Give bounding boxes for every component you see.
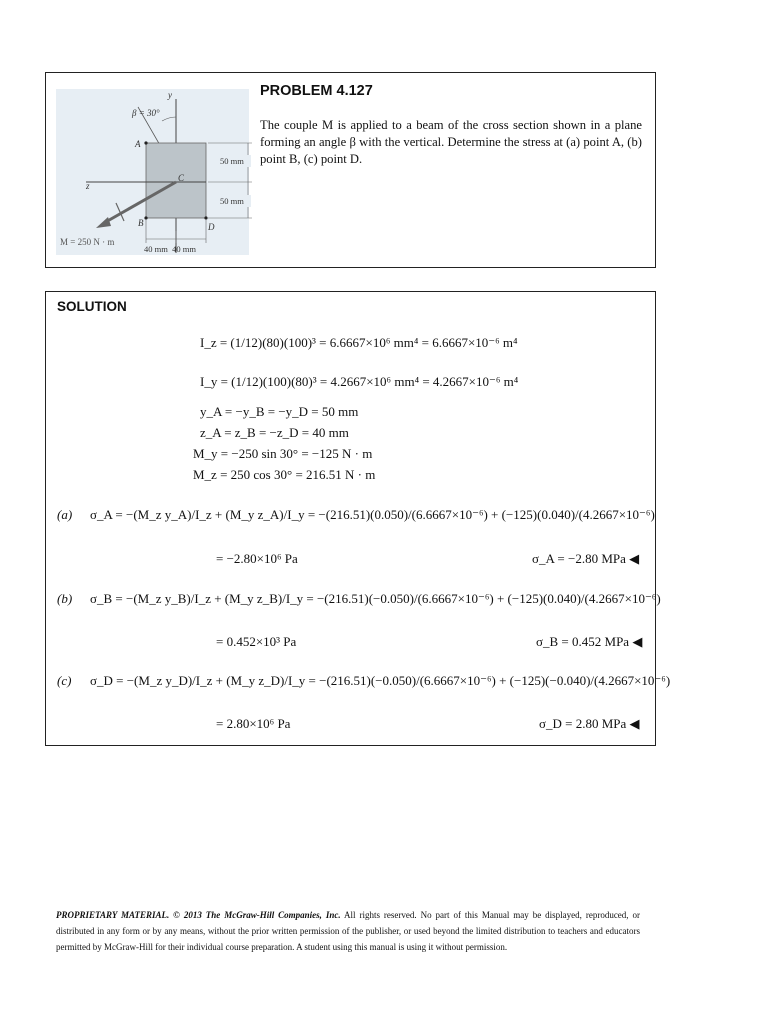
footer-text: All rights reserved. No part of this Manual may be displayed, reproduced, or distributed in any form or by any means, without the prior written permission of the publisher, or used beyond the limited distribution to teachers and educators permitted by McGraw-Hill for their individual course preparation. A student using this manual is using it without permission. bbox=[56, 910, 640, 952]
equation-my: M_y = −250 sin 30° = −125 N · m bbox=[193, 446, 373, 461]
dim-vertical-bottom: 50 mm bbox=[220, 196, 244, 206]
figure-beta-label: β = 30° bbox=[132, 108, 160, 118]
part-a-label: (a) bbox=[57, 507, 73, 522]
figure-z-label: z bbox=[86, 181, 90, 191]
part-a-answer bbox=[532, 551, 639, 567]
problem-text: The couple M is applied to a beam of the cross section shown in a plane forming an angle β with the vertical. Determine the stress at (a) point A, (b) point B, (c) point D. bbox=[260, 118, 642, 166]
equation-z-values: z_A = z_B = −z_D = 40 mm bbox=[200, 425, 349, 440]
footer-bold-text: PROPRIETARY MATERIAL. © 2013 The McGraw-Hill Companies, Inc. bbox=[56, 910, 341, 920]
answer-marker-icon: ◀ bbox=[629, 716, 640, 731]
beam-section bbox=[146, 143, 206, 218]
footer-notice bbox=[56, 907, 640, 955]
answer-marker-icon: ◀ bbox=[629, 551, 640, 566]
solution-title: SOLUTION bbox=[57, 299, 127, 314]
dim-vertical-top: 50 mm bbox=[220, 156, 244, 166]
beam-cross-section-figure bbox=[56, 81, 261, 261]
problem-box bbox=[45, 72, 656, 268]
part-c-label: (c) bbox=[57, 673, 72, 688]
point-a-label: A bbox=[135, 139, 141, 149]
equation-mz: M_z = 250 cos 30° = 216.51 N · m bbox=[193, 467, 376, 482]
point-d-label: D bbox=[208, 222, 215, 232]
solution-box bbox=[45, 291, 671, 746]
part-b-equation: σ_B = −(M_z y_B)/I_z + (M_y z_B)/I_y = −(216.51)(−0.050)/(6.6667×10⁻⁶) + (−125)(0.040)/(4.2667×10⁻⁶) bbox=[90, 591, 661, 606]
point-b-label: B bbox=[138, 218, 144, 228]
part-b-answer-text: σ_B = 0.452 MPa bbox=[536, 634, 630, 649]
part-a-result: = −2.80×10⁶ Pa bbox=[216, 551, 298, 566]
part-a-equation: σ_A = −(M_z y_A)/I_z + (M_y z_A)/I_y = −(216.51)(0.050)/(6.6667×10⁻⁶) + (−125)(0.040)/(4.2667×10⁻⁶) bbox=[90, 507, 655, 522]
point-c-label: C bbox=[178, 173, 185, 183]
part-c-answer bbox=[539, 716, 640, 732]
equation-iy: I_y = (1/12)(100)(80)³ = 4.2667×10⁶ mm⁴ = 4.2667×10⁻⁶ m⁴ bbox=[200, 374, 519, 389]
equation-y-values: y_A = −y_B = −y_D = 50 mm bbox=[200, 404, 359, 419]
part-b-label: (b) bbox=[57, 591, 73, 606]
part-c-answer-text: σ_D = 2.80 MPa bbox=[539, 716, 627, 731]
part-b-result: = 0.452×10³ Pa bbox=[216, 634, 297, 649]
equation-iz: I_z = (1/12)(80)(100)³ = 6.6667×10⁶ mm⁴ = 6.6667×10⁻⁶ m⁴ bbox=[200, 335, 518, 350]
answer-marker-icon: ◀ bbox=[632, 634, 643, 649]
figure-y-label: y bbox=[168, 90, 172, 100]
part-a-answer-text: σ_A = −2.80 MPa bbox=[532, 551, 626, 566]
part-c-equation: σ_D = −(M_z y_D)/I_z + (M_y z_D)/I_y = −(216.51)(−0.050)/(6.6667×10⁻⁶) + (−125)(−0.040)/(4.2667×10⁻⁶) bbox=[90, 673, 671, 688]
dim-horizontal: 40 mm 40 mm bbox=[144, 244, 196, 254]
problem-title: PROBLEM 4.127 bbox=[260, 83, 373, 99]
moment-label: M = 250 N · m bbox=[60, 237, 115, 247]
part-c-result: = 2.80×10⁶ Pa bbox=[216, 716, 291, 731]
part-b-answer bbox=[536, 634, 642, 650]
